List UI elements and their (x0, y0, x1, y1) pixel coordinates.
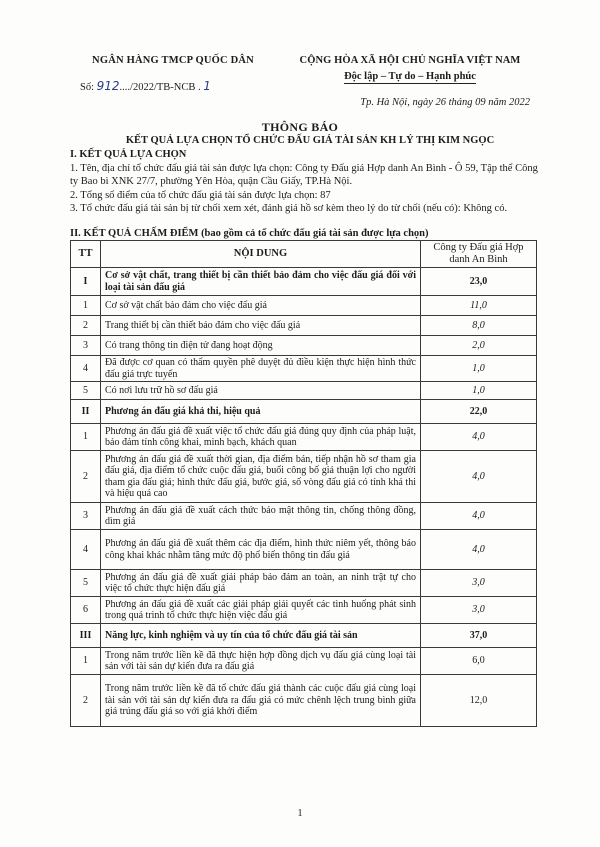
row-content: Phương án đấu giá đề xuất việc tổ chức đấu giá đúng quy định của pháp luật, bảo đảm tính công khai, minh bạch, khách quan (101, 424, 421, 451)
doc-no-handwritten-2: 1 (203, 79, 211, 93)
row-content: Phương án đấu giá đề xuất cách thức bảo mật thông tin, chống thông đồng, dìm giá (101, 503, 421, 530)
row-content: Trong năm trước liền kề đã tổ chức đấu giá thành các cuộc đấu giá cùng loại tài sản với tài sản dự kiến đưa ra đấu giá có mức chênh lệch trung bình giữa giá trúng đấu giá so với giá khởi điểm (101, 675, 421, 727)
row-content: Trong năm trước liền kề đã thực hiện hợp đồng dịch vụ đấu giá cùng loại tài sản với tài sản dự kiến đưa ra đấu giá (101, 648, 421, 675)
row-tt: I (71, 268, 101, 296)
row-tt: 1 (71, 296, 101, 316)
row-tt: 4 (71, 530, 101, 570)
score-table (70, 240, 537, 727)
row-tt: 5 (71, 570, 101, 597)
row-score: 37,0 (421, 624, 537, 648)
table-row (71, 597, 537, 624)
section-2-heading: II. KẾT QUẢ CHẤM ĐIỂM (bao gồm cả tổ chức đấu giá tài sản được lựa chọn) (70, 228, 429, 239)
row-content: Phương án đấu giá đề xuất thêm các địa điểm, hình thức niêm yết, thông báo công khai khác nhằm tăng mức độ phổ biến thông tin đấu giá (101, 530, 421, 570)
row-tt: 1 (71, 648, 101, 675)
document-subtitle: KẾT QUẢ LỰA CHỌN TỔ CHỨC ĐẤU GIÁ TÀI SẢN KH LÝ THỊ KIM NGỌC (125, 135, 495, 146)
row-content: Phương án đấu giá đề xuất giải pháp bảo đảm an toàn, an ninh trật tự cho việc tổ chức thực hiện đấu giá (101, 570, 421, 597)
section-1-heading: I. KẾT QUẢ LỰA CHỌN (70, 149, 187, 160)
table-row (71, 400, 537, 424)
row-score: 11,0 (421, 296, 537, 316)
row-content: Phương án đấu giá khả thi, hiệu quả (101, 400, 421, 424)
table-row (71, 316, 537, 336)
row-content: Năng lực, kinh nghiệm và uy tín của tổ chức đấu giá tài sản (101, 624, 421, 648)
row-tt: II (71, 400, 101, 424)
table-row (71, 296, 537, 316)
table-header-row (71, 241, 537, 268)
col-header-company: Công ty Đấu giá Hợp danh An Bình (421, 241, 537, 268)
section-1-paragraph-1: 1. Tên, địa chỉ tổ chức đấu giá tài sản được lựa chọn: Công ty Đấu giá Hợp danh An Bình - Ô 59, Tập thể Công ty Bao bì XNK 27/7, phường Yên Hòa, quận Cầu Giấy, TP.Hà Nội. (70, 163, 538, 187)
table-row (71, 451, 537, 503)
doc-no-handwritten: 912 (96, 79, 120, 93)
row-score: 1,0 (421, 382, 537, 400)
row-score: 12,0 (421, 675, 537, 727)
col-header-content: NỘI DUNG (101, 241, 421, 268)
bank-name: NGÂN HÀNG TMCP QUỐC DÂN (92, 55, 254, 66)
row-score: 4,0 (421, 530, 537, 570)
table-row (71, 570, 537, 597)
national-motto: Độc lập – Tự do – Hạnh phúc (344, 71, 476, 82)
row-score: 23,0 (421, 268, 537, 296)
row-tt: III (71, 624, 101, 648)
page-number: 1 (297, 808, 303, 819)
row-tt: 2 (71, 451, 101, 503)
table-row (71, 530, 537, 570)
table-body (71, 268, 537, 727)
table-row (71, 268, 537, 296)
row-score: 4,0 (421, 424, 537, 451)
table-row (71, 424, 537, 451)
dateline: Tp. Hà Nội, ngày 26 tháng 09 năm 2022 (360, 97, 530, 108)
row-tt: 4 (71, 356, 101, 382)
col-header-tt: TT (71, 241, 101, 268)
row-score: 22,0 (421, 400, 537, 424)
row-score: 1,0 (421, 356, 537, 382)
section-1-paragraph-2: 2. Tổng số điểm của tổ chức đấu giá tài sản được lựa chọn: 87 (70, 190, 331, 201)
table-row (71, 675, 537, 727)
row-score: 6,0 (421, 648, 537, 675)
row-score: 4,0 (421, 503, 537, 530)
row-content: Đã được cơ quan có thẩm quyền phê duyệt đủ điều kiện thực hiện hình thức đấu giá trực tuyến (101, 356, 421, 382)
row-tt: 2 (71, 675, 101, 727)
nation-name: CỘNG HÒA XÃ HỘI CHỦ NGHĨA VIỆT NAM (299, 55, 521, 66)
row-content: Có nơi lưu trữ hồ sơ đấu giá (101, 382, 421, 400)
row-content: Có trang thông tin điện tử đang hoạt động (101, 336, 421, 356)
row-score: 2,0 (421, 336, 537, 356)
document-title: THÔNG BÁO (261, 120, 339, 134)
row-content: Cơ sở vật chất bảo đảm cho việc đấu giá (101, 296, 421, 316)
section-1-paragraph-3: 3. Tổ chức đấu giá tài sản bị từ chối xem xét, đánh giá hồ sơ kèm theo lý do từ chối (nếu có): Không có. (70, 203, 508, 214)
national-header (285, 55, 535, 84)
row-content: Phương án đấu giá đề xuất các giải pháp giải quyết các tình huống phát sinh trong quá trình tổ chức thực hiện việc đấu giá (101, 597, 421, 624)
row-content: Phương án đấu giá đề xuất thời gian, địa điểm bán, tiếp nhận hồ sơ tham gia đấu giá, địa điểm tổ chức cuộc đấu giá, buổi công bố giá thuận lợi cho người tham gia đấu giá; hình thức đấu giá, bước giá, số vòng đấu giá có tính khả thi và hiệu quả cao (101, 451, 421, 503)
table-row (71, 382, 537, 400)
table-row (71, 356, 537, 382)
row-tt: 6 (71, 597, 101, 624)
document-number (68, 79, 278, 93)
doc-no-prefix: Số: (80, 82, 97, 93)
issuer-block (68, 55, 278, 93)
row-tt: 3 (71, 503, 101, 530)
row-tt: 1 (71, 424, 101, 451)
row-score: 4,0 (421, 451, 537, 503)
table-row (71, 648, 537, 675)
row-content: Cơ sở vật chất, trang thiết bị cần thiết bảo đảm cho việc đấu giá đối với loại tài sản đấu giá (101, 268, 421, 296)
row-tt: 5 (71, 382, 101, 400)
row-score: 8,0 (421, 316, 537, 336)
row-tt: 3 (71, 336, 101, 356)
row-tt: 2 (71, 316, 101, 336)
row-score: 3,0 (421, 597, 537, 624)
row-score: 3,0 (421, 570, 537, 597)
table-row (71, 624, 537, 648)
doc-no-suffix: ..../2022/TB-NCB . (119, 82, 204, 93)
table-row (71, 503, 537, 530)
table-row (71, 336, 537, 356)
row-content: Trang thiết bị cần thiết bảo đảm cho việc đấu giá (101, 316, 421, 336)
